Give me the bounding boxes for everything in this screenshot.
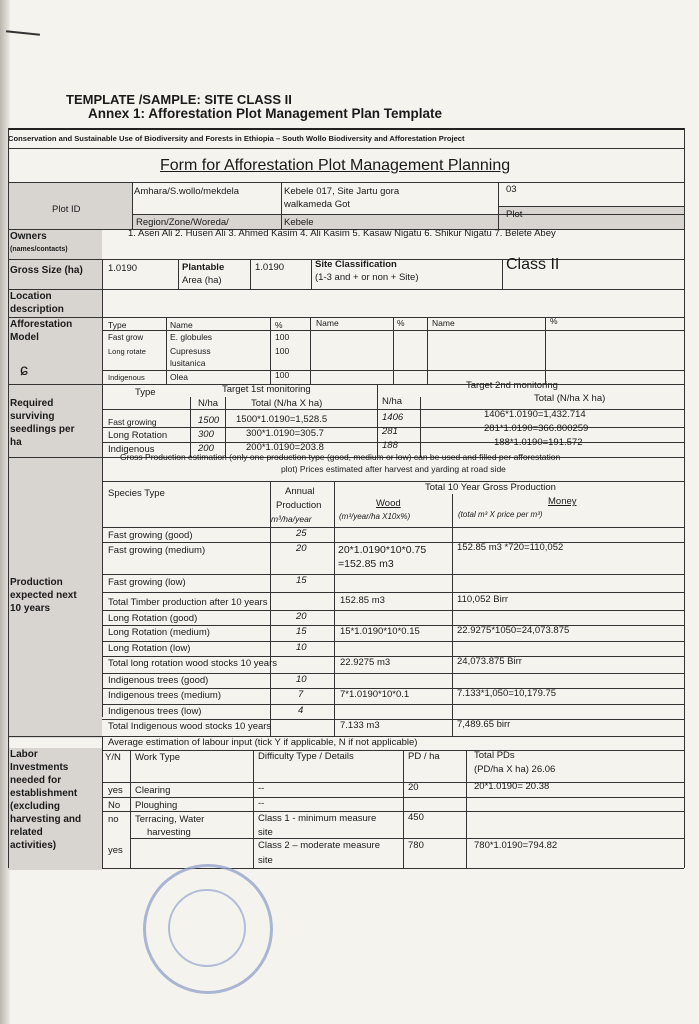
plot-label: Plot <box>506 209 523 220</box>
seed-row-n1: 300 <box>198 429 214 440</box>
seed-row-t2: 188*1.0190=191.572 <box>494 437 583 448</box>
aff-head-type: Type <box>108 320 127 330</box>
prod-row-name: Fast growing (medium) <box>108 545 206 556</box>
plot-value: 03 <box>506 184 517 195</box>
labor-head-work: Work Type <box>135 752 181 763</box>
rule <box>102 610 684 611</box>
seedlings-label-2: surviving <box>10 411 55 422</box>
project-banner: Conservation and Sustainable Use of Biodiversity and Forests in Ethiopia – South Wollo Biodiversity and Afforestation Project <box>8 134 465 143</box>
rule <box>102 719 684 720</box>
site-class-note: (1-3 and + or non + Site) <box>315 272 419 283</box>
prod-head-money-sub: (total m³ X price per m³) <box>458 510 543 519</box>
rule <box>8 128 9 868</box>
labor-label-7: related <box>10 827 43 838</box>
prod-row-annual: 25 <box>296 528 307 539</box>
prod-row-wood-2: =152.85 m3 <box>338 558 394 570</box>
ink-swirl-icon: ɕ <box>20 362 28 379</box>
production-label-cell <box>8 458 102 738</box>
production-label: Production <box>10 577 63 588</box>
labor-row-pd: 450 <box>408 812 424 823</box>
plantable-value: 1.0190 <box>255 262 285 273</box>
kebele-value: Kebele 017, Site Jartu gora <box>284 186 400 197</box>
prod-row-name: Long Rotation (medium) <box>108 627 210 638</box>
labor-row-yn: no <box>108 814 119 825</box>
labor-label: Labor <box>10 749 38 760</box>
location-label: Location <box>10 291 52 302</box>
rule <box>253 750 254 868</box>
labor-label-3: needed for <box>10 775 62 786</box>
prod-row-money: 7,489.65 birr <box>457 719 511 730</box>
prod-head-money: Money <box>548 496 577 507</box>
rule <box>166 317 167 384</box>
aff-row-pct: 100 <box>275 332 290 342</box>
rule <box>8 289 684 290</box>
prod-head-annual: Annual <box>285 486 315 497</box>
rule <box>393 317 394 384</box>
labor-label-5: (excluding <box>10 801 61 812</box>
seedlings-label-3: seedlings per <box>10 424 75 435</box>
labor-head-yn: Y/N <box>105 752 121 763</box>
labor-head-total: Total PDs <box>474 750 515 761</box>
rule <box>132 182 133 229</box>
kebele-label: Kebele <box>284 217 314 228</box>
afforestation-label: Afforestation <box>10 319 73 330</box>
labor-row-pd: 780 <box>408 840 424 851</box>
labor-row-diff-2: site <box>258 855 273 866</box>
pen-mark <box>6 30 40 36</box>
labor-row-diff-2: site <box>258 827 273 838</box>
production-label-3: 10 years <box>10 603 51 614</box>
template-heading: TEMPLATE /SAMPLE: SITE CLASS II <box>66 92 292 107</box>
prod-row-money: 152.85 m3 *720=110,052 <box>457 542 564 553</box>
seed-row-t1: 200*1.0190=203.8 <box>246 442 324 453</box>
production-note-2: plot) Prices estimated after harvest and yarding at road side <box>281 464 506 474</box>
aff-head-name: Name <box>170 320 193 330</box>
seed-row-n2: 188 <box>382 440 398 451</box>
prod-row-wood: 7.133 m3 <box>340 720 380 731</box>
seed-row-type: Long Rotation <box>108 430 168 441</box>
owners-label: Owners <box>10 231 47 242</box>
rule <box>102 481 684 482</box>
seed-row-type: Indigenous <box>108 444 155 455</box>
rule <box>102 797 684 798</box>
seed-head-target2: Target 2nd monitoring <box>466 380 558 391</box>
prod-row-name: Long Rotation (low) <box>108 643 191 654</box>
labor-note: Average estimation of labour input (tick Y if applicable, N if not applicable) <box>108 737 418 748</box>
prod-row-name: Total Indigenous wood stocks 10 years <box>108 721 272 732</box>
production-note: Gross Production estimation (only one production type (good, medium or low) can be used and filled per afforestation <box>120 452 561 462</box>
prod-row-annual: 15 <box>296 626 307 637</box>
rule <box>102 811 684 812</box>
prod-row-name: Total long rotation wood stocks 10 years <box>108 658 277 669</box>
prod-row-money: 24,073.875 Birr <box>457 656 522 667</box>
gross-size-value: 1.0190 <box>108 263 138 274</box>
prod-row-annual: 10 <box>296 674 307 685</box>
rule <box>452 494 453 736</box>
prod-row-annual: 10 <box>296 642 307 653</box>
rule <box>545 317 546 384</box>
rule <box>270 482 271 736</box>
labor-label-4: establishment <box>10 788 78 799</box>
seed-row-n2: 1406 <box>382 412 404 423</box>
prod-row-wood: 15*1.0190*10*0.15 <box>340 626 420 637</box>
seedlings-label-4: ha <box>10 437 22 448</box>
prod-row-wood: 22.9275 m3 <box>340 657 391 668</box>
location-label-2: description <box>10 304 64 315</box>
labor-row-yn: No <box>108 800 121 811</box>
prod-row-money: 22.9275*1050=24,073.875 <box>457 625 570 636</box>
labor-head-diff: Difficulty Type / Details <box>258 751 354 762</box>
seed-head-nha2: N/ha <box>382 396 403 407</box>
labor-label-cell <box>8 748 102 870</box>
seed-row-t2: 281*1.0190=366.800259 <box>484 423 589 434</box>
aff-row-name: E. globules <box>170 332 213 342</box>
prod-row-name: Fast growing (good) <box>108 530 193 541</box>
seed-head-total1: Total (N/ha X ha) <box>251 398 323 409</box>
aff-row-type: Long rotate <box>108 347 146 356</box>
aff-head-name3: Name <box>432 318 455 328</box>
rule <box>250 259 251 289</box>
prod-head-total: Total 10 Year Gross Production <box>425 482 556 493</box>
labor-row-diff: Class 2 – moderate measure <box>258 840 380 851</box>
labor-row-yn: yes <box>108 845 123 856</box>
aff-row-pct: 100 <box>275 346 290 356</box>
rule <box>102 673 684 674</box>
rule <box>102 527 684 528</box>
rule <box>8 128 684 130</box>
seed-row-t2: 1406*1.0190=1,432.714 <box>484 409 586 420</box>
rule <box>102 370 684 371</box>
labor-row-total: 20*1.0190= 20.38 <box>474 781 550 792</box>
rule <box>102 259 103 717</box>
labor-row-pd: 20 <box>408 782 419 793</box>
seed-head-total2: Total (N/ha X ha) <box>534 393 606 404</box>
rule <box>466 750 467 868</box>
plantable-label: Plantable <box>182 262 225 273</box>
seed-row-t1: 300*1.0190=305.7 <box>246 428 324 439</box>
prod-row-money: 7.133*1,050=10,179.75 <box>457 688 557 699</box>
seedlings-label: Required <box>10 398 54 409</box>
rule <box>102 782 684 783</box>
rule <box>377 384 378 457</box>
prod-row-annual: 7 <box>298 689 304 700</box>
prod-row-name: Total Timber production after 10 years <box>108 597 268 608</box>
form-title: Form for Afforestation Plot Management Planning <box>160 157 511 174</box>
prod-row-wood: 20*1.0190*10*0.75 <box>338 544 427 556</box>
labor-head-pd: PD / ha <box>408 751 440 762</box>
rule <box>498 206 684 207</box>
aff-row-type: Indigenous <box>108 373 145 382</box>
gross-label-cell <box>8 260 102 290</box>
region-label: Region/Zone/Woreda/ <box>136 217 229 228</box>
seedlings-label-cell <box>8 385 102 457</box>
shade-cell <box>498 207 684 229</box>
prod-row-name: Long Rotation (good) <box>108 613 198 624</box>
rule <box>178 259 179 289</box>
aff-row-name: Cupresuss <box>170 346 211 356</box>
aff-row-name: lusitanica <box>170 358 206 368</box>
aff-head-name2: Name <box>316 318 339 328</box>
stamp-inner-ring-icon <box>168 889 246 967</box>
prod-row-wood: 7*1.0190*10*0.1 <box>340 689 410 700</box>
site-class-value: Class II <box>506 256 560 273</box>
rule <box>102 574 684 575</box>
prod-row-name: Indigenous trees (good) <box>108 675 209 686</box>
rule <box>498 182 499 229</box>
prod-row-annual: 20 <box>296 611 307 622</box>
labor-row-work: Ploughing <box>135 800 178 811</box>
plantable-label-2: Area (ha) <box>182 275 222 286</box>
rule <box>270 317 271 384</box>
prod-row-annual: 4 <box>298 705 304 716</box>
prod-row-money: 110,052 Birr <box>457 594 509 605</box>
seed-head-target1: Target 1st monitoring <box>222 384 311 395</box>
labor-row-diff: Class 1 - minimum measure <box>258 813 377 824</box>
rule <box>684 128 685 868</box>
prod-row-annual: 15 <box>296 575 307 586</box>
kebele-value-2: walkameda Got <box>284 199 351 210</box>
rule <box>132 214 684 215</box>
prod-head-annual-2: Production <box>276 500 322 511</box>
prod-head-wood-sub: (m³/year/ha X10x%) <box>339 512 411 521</box>
annex-heading: Annex 1: Afforestation Plot Management Plan Template <box>88 106 443 121</box>
rule <box>8 148 684 149</box>
location-label-cell <box>8 290 102 318</box>
gross-size-label: Gross Size (ha) <box>10 265 83 276</box>
rule <box>102 641 684 642</box>
prod-row-name: Indigenous trees (medium) <box>108 690 221 701</box>
rule <box>310 317 311 384</box>
aff-row-pct: 100 <box>275 370 290 380</box>
labor-row-work-2: harvesting <box>147 827 191 838</box>
labor-label-2: Investments <box>10 762 69 773</box>
labor-row-yn: yes <box>108 785 123 796</box>
labor-row-work: Clearing <box>135 785 171 796</box>
prod-row-name: Fast growing (low) <box>108 577 186 588</box>
labor-row-work: Terracing, Water <box>135 814 205 825</box>
seed-row-n1: 1500 <box>198 415 220 426</box>
production-label-2: expected next <box>10 590 77 601</box>
seed-row-t1: 1500*1.0190=1,528.5 <box>236 414 328 425</box>
plot-id-label: Plot ID <box>52 204 81 215</box>
rule <box>281 182 282 229</box>
prod-head-wood: Wood <box>376 498 401 509</box>
prod-row-name: Indigenous trees (low) <box>108 706 202 717</box>
owners-sublabel: (names/contacts) <box>10 246 68 253</box>
rule <box>130 750 131 868</box>
prod-row-wood: 152.85 m3 <box>340 595 385 606</box>
rule <box>102 704 684 705</box>
afforestation-label-2: Model <box>10 332 39 343</box>
owners-label-cell <box>8 230 102 260</box>
rule <box>102 736 103 869</box>
rule <box>427 317 428 384</box>
rule <box>502 259 503 289</box>
rule <box>8 182 684 183</box>
seed-row-n1: 200 <box>198 443 214 454</box>
rule <box>311 259 312 289</box>
prod-head-annual-3: m³/ha/year <box>271 514 312 524</box>
rule <box>403 750 404 868</box>
seed-row-type: Fast growing <box>108 417 157 427</box>
seed-head-type: Type <box>135 387 156 398</box>
aff-head-pct2: % <box>397 318 405 328</box>
labor-row-diff: -- <box>258 798 265 809</box>
labor-label-8: activities) <box>10 840 57 851</box>
labor-head-total-2: (PD/ha X ha) 26.06 <box>474 764 556 775</box>
rule <box>8 384 684 385</box>
aff-row-type: Fast grow <box>108 333 144 342</box>
rule <box>102 330 684 331</box>
region-value: Amhara/S.wollo/mekdela <box>134 186 240 197</box>
rule <box>102 542 684 543</box>
aff-row-name: Olea <box>170 372 188 382</box>
rule <box>102 656 684 657</box>
rule <box>8 317 684 318</box>
prod-head-species: Species Type <box>108 488 165 499</box>
rule <box>102 750 684 751</box>
prod-row-annual: 20 <box>296 543 307 554</box>
aff-head-pct: % <box>275 320 283 330</box>
labor-row-total: 780*1.0190=794.82 <box>474 840 558 851</box>
site-class-label: Site Classification <box>315 259 397 270</box>
labor-row-diff: -- <box>258 783 265 794</box>
rule <box>334 482 335 736</box>
seed-head-nha: N/ha <box>198 398 219 409</box>
seed-row-n2: 281 <box>382 426 398 437</box>
labor-label-6: harvesting and <box>10 814 82 825</box>
owners-value: 1. Asen Ali 2. Husen Ali 3. Ahmed Kasim 4. Ali Kasim 5. Kasaw Nigatu 6. Shikur Nigatu 7. Belete Abey <box>128 228 556 239</box>
rule <box>102 592 684 593</box>
aff-head-pct3: % <box>550 316 558 326</box>
rule <box>130 838 684 839</box>
